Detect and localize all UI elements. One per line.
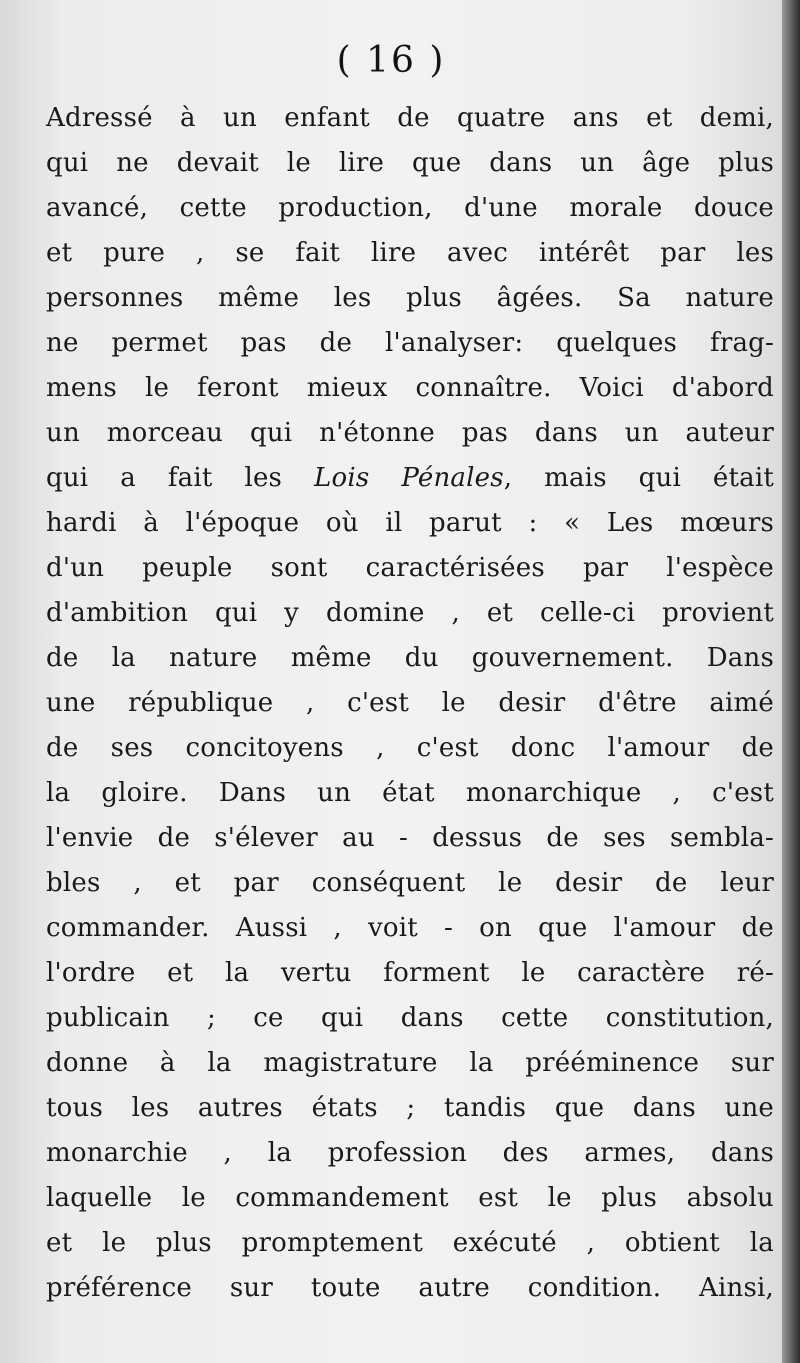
- text-line-12: d'ambition qui y domine , et celle-ci provient: [46, 598, 774, 628]
- body-text: [46, 96, 774, 1311]
- book-title-italic: Lois Pénales: [314, 463, 504, 493]
- text-line-4: et pure , se fait lire avec intérêt par les: [46, 238, 774, 268]
- text-line-8: un morceau qui n'étonne pas dans un auteur: [46, 418, 774, 448]
- text-line-11: d'un peuple sont caractérisées par l'espèce: [46, 553, 774, 583]
- text-line-14: une république , c'est le desir d'être aimé: [46, 688, 774, 718]
- text-line-25: laquelle le commandement est le plus absolu: [46, 1183, 774, 1213]
- text-line-15: de ses concitoyens , c'est donc l'amour de: [46, 733, 774, 763]
- text-line-17: l'envie de s'élever au - dessus de ses sembla-: [46, 823, 774, 853]
- text-line-1: Adressé à un enfant de quatre ans et demi,: [46, 103, 774, 133]
- text-line-27: préférence sur toute autre condition. Ainsi,: [46, 1273, 774, 1303]
- text-line-20: l'ordre et la vertu forment le caractère ré-: [46, 958, 774, 988]
- text-line-18: bles , et par conséquent le desir de leur: [46, 868, 774, 898]
- text-line-9: [46, 456, 774, 501]
- text-line-13: de la nature même du gouvernement. Dans: [46, 643, 774, 673]
- text-line-3: avancé, cette production, d'une morale douce: [46, 193, 774, 223]
- text-line-2: qui ne devait le lire que dans un âge plus: [46, 148, 774, 178]
- text-line-9-start: qui a fait les: [46, 463, 315, 493]
- text-line-9-end: , mais qui était: [503, 463, 774, 493]
- page-number: ( 16 ): [336, 40, 446, 81]
- text-line-5: personnes même les plus âgées. Sa nature: [46, 283, 774, 313]
- text-line-6: ne permet pas de l'analyser: quelques frag-: [46, 328, 774, 358]
- text-line-23: tous les autres états ; tandis que dans une: [46, 1093, 774, 1123]
- text-line-16: la gloire. Dans un état monarchique , c'est: [46, 778, 774, 808]
- text-line-22: donne à la magistrature la prééminence sur: [46, 1048, 774, 1078]
- text-line-7: mens le feront mieux connaître. Voici d'abord: [46, 373, 774, 403]
- text-line-21: publicain ; ce qui dans cette constitution,: [46, 1003, 774, 1033]
- text-line-10: hardi à l'époque où il parut : « Les mœurs: [46, 508, 774, 538]
- text-line-19: commander. Aussi , voit - on que l'amour de: [46, 913, 774, 943]
- text-line-26: et le plus promptement exécuté , obtient la: [46, 1228, 774, 1258]
- text-line-24: monarchie , la profession des armes, dans: [46, 1138, 774, 1168]
- page-edge-shadow: [782, 0, 800, 1363]
